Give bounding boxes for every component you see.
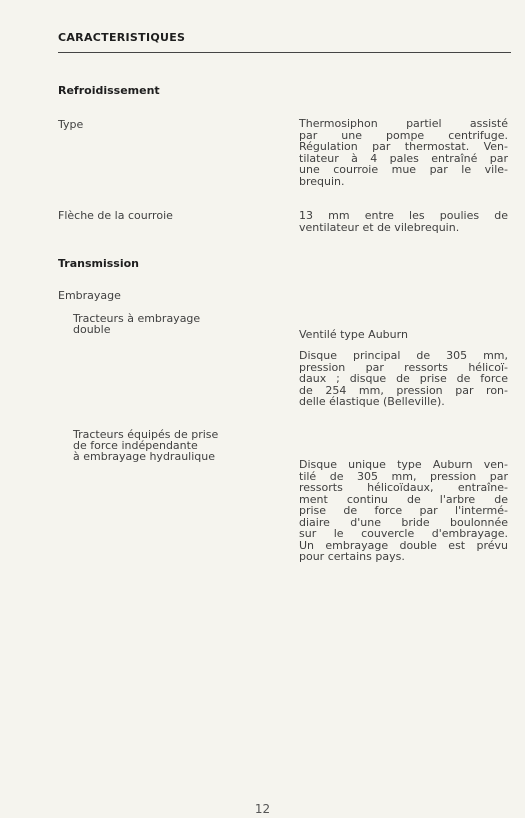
double-clutch-desc-title: Ventilé type Auburn (299, 328, 408, 341)
desc-line: Régulation par thermostat. Ven- (299, 140, 508, 153)
type-label: Type (58, 118, 84, 131)
header-divider (58, 52, 511, 53)
desc-line: ressorts hélicoïdaux, entraîne- (299, 481, 508, 494)
desc-line: par une pompe centrifuge. (299, 128, 508, 142)
desc-line: prise de force par l'intermé- (299, 504, 508, 517)
type-description (299, 118, 508, 187)
section-heading-transmission: Transmission (58, 257, 140, 270)
section-heading-refroidissement: Refroidissement (58, 84, 160, 97)
desc-line: ventilateur et de vilebrequin. (299, 220, 460, 234)
fleche-description (299, 210, 508, 233)
desc-line: une courroie mue par le vile- (299, 163, 508, 176)
page-header-title: CARACTERISTIQUES (58, 31, 186, 44)
desc-line: diaire d'une bride boulonnée (299, 515, 508, 529)
desc-line: delle élastique (Belleville). (299, 395, 445, 408)
desc-line: Disque unique type Auburn ven- (299, 458, 508, 471)
desc-line: ment continu de l'arbre de (299, 492, 508, 506)
desc-line: sur le couvercle d'embrayage. (299, 527, 508, 540)
label-line: Tracteurs équipés de prise (73, 428, 219, 441)
desc-line: daux ; disque de prise de force (299, 372, 508, 385)
desc-line: brequin. (299, 174, 345, 188)
hydraulic-clutch-label (73, 429, 218, 462)
desc-line: tilé de 305 mm, pression par (299, 469, 508, 483)
desc-line: pour certains pays. (299, 550, 405, 563)
desc-line: 13 mm entre les poulies de (299, 209, 508, 222)
label-line: à embrayage hydraulique (73, 450, 215, 463)
double-clutch-label (73, 313, 200, 335)
desc-line: Disque principal de 305 mm, (299, 349, 508, 362)
label-line: Tracteurs à embrayage (73, 312, 201, 325)
embrayage-label: Embrayage (58, 289, 121, 302)
desc-line: de 254 mm, pression par ron- (299, 383, 508, 397)
label-line: de force indépendante (73, 439, 198, 452)
desc-line: Thermosiphon partiel assisté (299, 117, 508, 130)
label-line: double (73, 323, 111, 336)
desc-line: pression par ressorts hélicoï- (299, 360, 508, 374)
desc-line: tilateur à 4 pales entraîné par (299, 151, 508, 165)
hydraulic-clutch-description (299, 459, 508, 563)
page-number: 12 (254, 802, 271, 816)
fleche-label: Flèche de la courroie (58, 209, 173, 222)
double-clutch-description (299, 350, 508, 408)
desc-line: Un embrayage double est prévu (299, 538, 508, 552)
